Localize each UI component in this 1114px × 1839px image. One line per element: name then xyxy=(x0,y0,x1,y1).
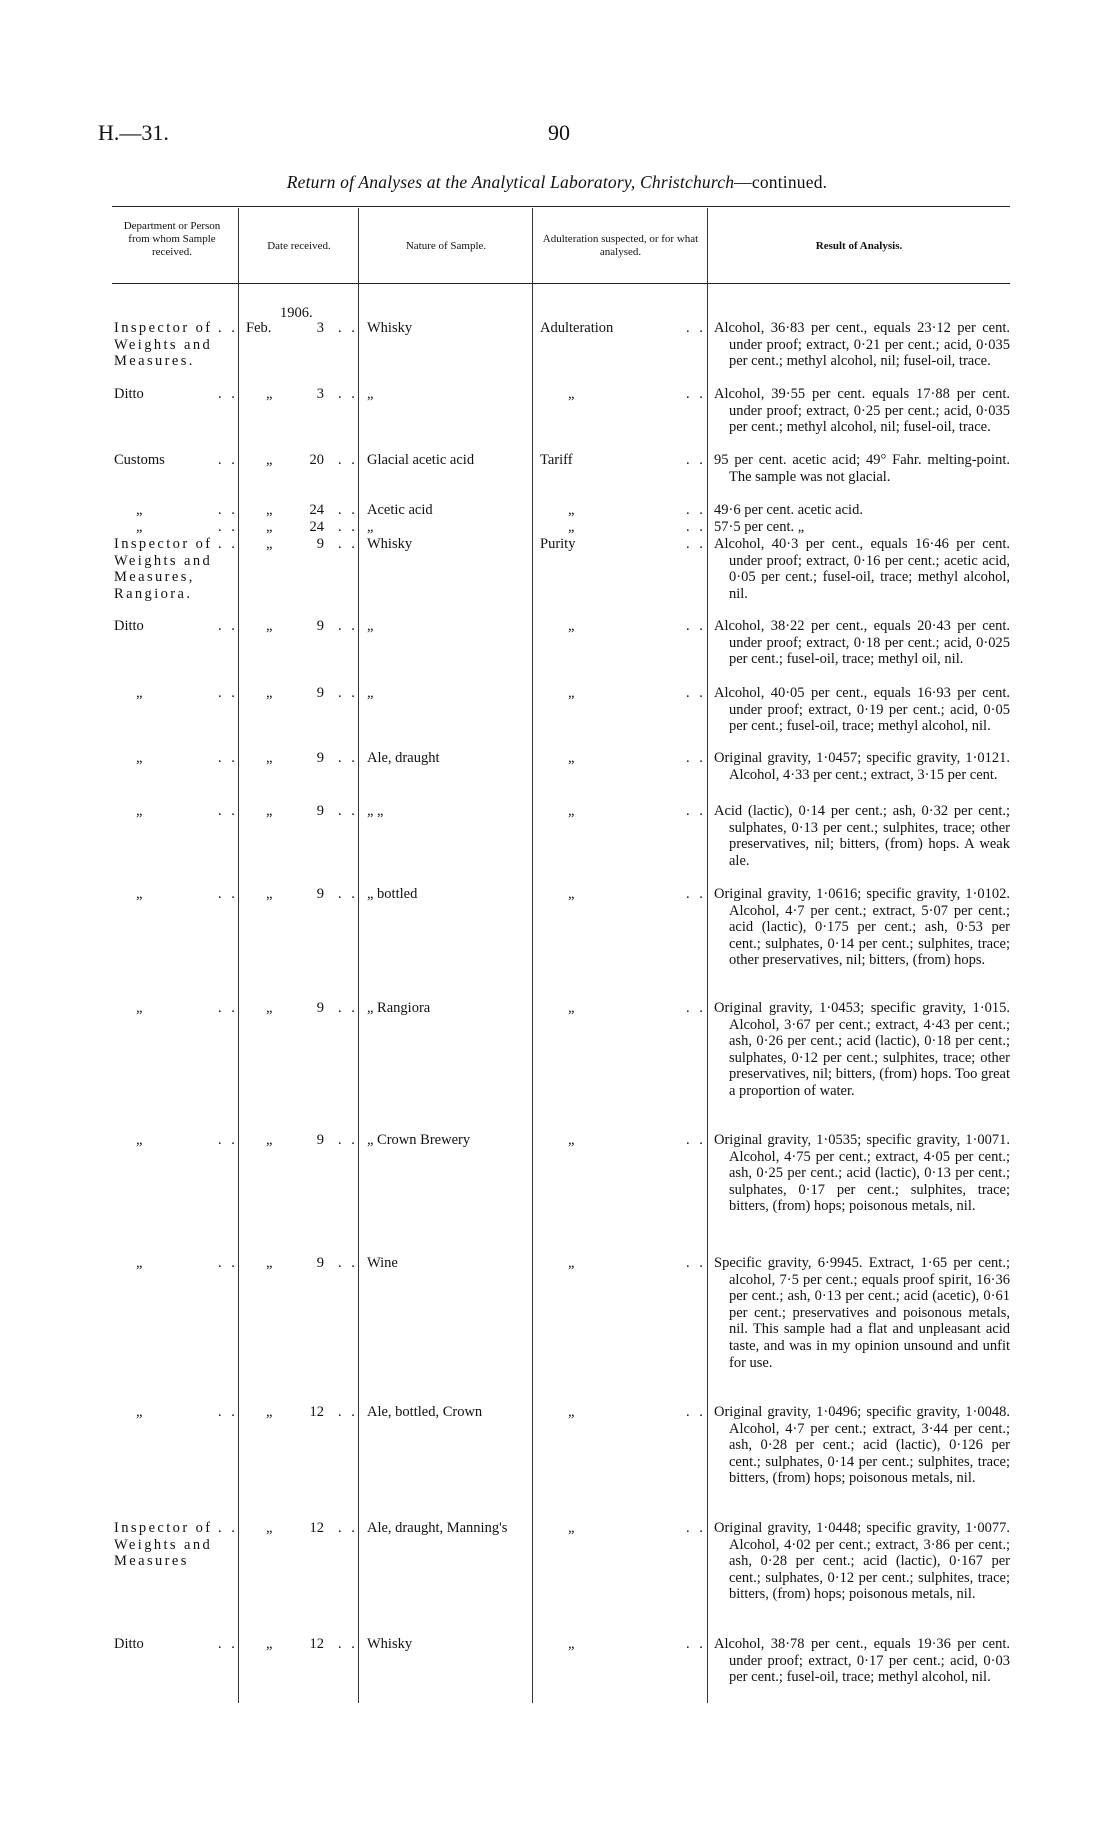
row-dots: . . xyxy=(686,320,706,336)
row-adulteration: „ xyxy=(568,886,575,902)
row-department: Ditto xyxy=(114,386,144,402)
row-day: 24 xyxy=(309,519,324,535)
row-nature: „ Crown Brewery xyxy=(367,1132,471,1148)
row-department: „ xyxy=(136,1000,143,1016)
row-dots: . . xyxy=(218,750,238,766)
row-result xyxy=(714,1000,1010,1100)
row-result xyxy=(714,803,1010,869)
column-header-department: Department or Person from whom Sample received. xyxy=(123,220,221,258)
row-result-text: 95 per cent. acetic acid; 49° Fahr. melting-point. The sample was not glacial. xyxy=(714,452,1010,485)
row-result xyxy=(714,1520,1010,1603)
row-dots: . . xyxy=(218,502,238,518)
row-dots: . . xyxy=(218,1520,238,1536)
row-department: Inspector of Weights and Measures, Rangiora. xyxy=(114,536,213,602)
title-suffix: —continued. xyxy=(734,172,828,192)
row-adulteration: „ xyxy=(568,685,575,701)
row-adulteration: „ xyxy=(568,1636,575,1652)
row-dots: . . xyxy=(338,803,358,819)
row-department: Customs xyxy=(114,452,165,468)
row-result-text: Original gravity, 1·0448; specific gravity, 1·0077. Alcohol, 4·02 per cent.; extract, 3·86 per cent.; ash, 0·28 per cent.; acid (lactic), 0·167 per cent.; sulphates, 0·12 per cent.; sulphites, trace; bitters, (from) hops; poisonous metals, nil. xyxy=(714,1520,1010,1603)
row-adulteration: „ xyxy=(568,1000,575,1016)
row-result xyxy=(714,1636,1010,1686)
document-reference: H.—31. xyxy=(98,120,169,145)
row-result xyxy=(714,618,1010,668)
row-dots: . . xyxy=(338,452,358,468)
row-adulteration: „ xyxy=(568,750,575,766)
row-dots: . . xyxy=(218,886,238,902)
row-dots: . . xyxy=(338,1404,358,1420)
row-dots: . . xyxy=(686,519,706,535)
row-department: Ditto xyxy=(114,1636,144,1652)
row-month: „ xyxy=(266,618,273,634)
row-dots: . . xyxy=(686,452,706,468)
row-month: „ xyxy=(266,886,273,902)
row-adulteration: Purity xyxy=(540,536,576,552)
row-result-text: Specific gravity, 6·9945. Extract, 1·65 per cent.; alcohol, 7·5 per cent.; equals proof spirit, 16·36 per cent.; ash, 0·13 per cent.; acid (acetic), 0·61 per cent.; preservatives and poisonous metals, nil. This sample had a flat and unpleasant acid taste, and was in my opinion unsound and unfit for use. xyxy=(714,1255,1010,1371)
column-divider xyxy=(358,208,359,1703)
row-dots: . . xyxy=(686,618,706,634)
row-department: „ xyxy=(136,803,143,819)
row-dots: . . xyxy=(218,1404,238,1420)
row-dots: . . xyxy=(218,685,238,701)
row-dots: . . xyxy=(686,750,706,766)
row-day: 12 xyxy=(309,1404,324,1420)
row-nature: Ale, draught xyxy=(367,750,440,766)
row-month: Feb. xyxy=(246,320,272,336)
row-day: 3 xyxy=(316,320,324,336)
row-dots: . . xyxy=(338,320,358,336)
row-result-text: 57·5 per cent. „ xyxy=(714,519,805,535)
row-adulteration: „ xyxy=(568,803,575,819)
row-dots: . . xyxy=(686,536,706,552)
row-dots: . . xyxy=(338,750,358,766)
column-header-adulteration: Adulteration suspected, or for what analysed. xyxy=(542,233,699,258)
row-adulteration: „ xyxy=(568,1132,575,1148)
row-month: „ xyxy=(266,502,273,518)
row-result xyxy=(714,750,1010,783)
row-day: 12 xyxy=(309,1636,324,1652)
row-nature: Glacial acetic acid xyxy=(367,452,475,468)
row-result-text: Alcohol, 39·55 per cent. equals 17·88 per cent. under proof; extract, 0·25 per cent.; acid, 0·035 per cent.; methyl alcohol, nil; fusel-oil, trace. xyxy=(714,386,1010,436)
row-adulteration: „ xyxy=(568,618,575,634)
row-nature: „ Rangiora xyxy=(367,1000,431,1016)
row-month: „ xyxy=(266,1520,273,1536)
row-department: „ xyxy=(136,519,143,535)
row-dots: . . xyxy=(218,536,238,552)
column-divider xyxy=(238,208,239,1703)
row-dots: . . xyxy=(218,519,238,535)
row-department: „ xyxy=(136,1132,143,1148)
column-divider xyxy=(532,208,533,1703)
row-dots: . . xyxy=(686,1636,706,1652)
row-day: 20 xyxy=(309,452,324,468)
row-dots: . . xyxy=(218,1255,238,1271)
row-day: 9 xyxy=(316,685,324,701)
page-number: 90 xyxy=(548,120,570,145)
row-department: „ xyxy=(136,750,143,766)
row-result-text: Alcohol, 40·3 per cent., equals 16·46 per cent. under proof; extract, 0·16 per cent.; acetic acid, 0·05 per cent.; fusel-oil, trace; methyl alcohol, nil. xyxy=(714,536,1010,602)
row-dots: . . xyxy=(686,1000,706,1016)
row-result xyxy=(714,886,1010,969)
row-adulteration: „ xyxy=(568,502,575,518)
column-header-nature: Nature of Sample. xyxy=(405,240,487,252)
row-result-text: Original gravity, 1·0453; specific gravity, 1·015. Alcohol, 3·67 per cent.; extract, 4·43 per cent.; ash, 0·26 per cent.; acid (lactic), 0·18 per cent.; sulphates, 0·12 per cent.; sulphites, trace; other preservatives, nil; bitters, (from) hops. Too great a proportion of water. xyxy=(714,1000,1010,1099)
row-dots: . . xyxy=(686,1404,706,1420)
row-nature: „ xyxy=(367,519,374,535)
row-day: 9 xyxy=(316,1132,324,1148)
row-result-text: Original gravity, 1·0496; specific gravity, 1·0048. Alcohol, 4·7 per cent.; extract, 3·44 per cent.; ash, 0·28 per cent.; acid (lactic), 0·126 per cent.; sulphates, 0·14 per cent.; sulphites, trace; bitters, (from) hops; poisonous metals, nil. xyxy=(714,1404,1010,1487)
row-nature: Acetic acid xyxy=(367,502,433,518)
row-dots: . . xyxy=(338,1520,358,1536)
row-adulteration: „ xyxy=(568,386,575,402)
row-dots: . . xyxy=(218,320,238,336)
row-adulteration: „ xyxy=(568,1520,575,1536)
row-nature: Whisky xyxy=(367,320,413,336)
row-result-text: Alcohol, 38·22 per cent., equals 20·43 per cent. under proof; extract, 0·18 per cent.; acid, 0·025 per cent.; fusel-oil, trace; methyl oil, nil. xyxy=(714,618,1010,668)
row-dots: . . xyxy=(338,1000,358,1016)
column-header-date: Date received. xyxy=(267,240,331,252)
row-result xyxy=(714,536,1010,602)
row-department: „ xyxy=(136,502,143,518)
row-department: Inspector of Weights and Measures. xyxy=(114,320,213,370)
row-dots: . . xyxy=(686,685,706,701)
column-divider xyxy=(707,208,708,1703)
row-day: 9 xyxy=(316,803,324,819)
row-day: 24 xyxy=(309,502,324,518)
row-dots: . . xyxy=(338,1132,358,1148)
row-dots: . . xyxy=(686,803,706,819)
row-result-text: Alcohol, 40·05 per cent., equals 16·93 per cent. under proof; extract, 0·19 per cent.; acid, 0·05 per cent.; fusel-oil, trace; methyl alcohol, nil. xyxy=(714,685,1010,735)
row-department: „ xyxy=(136,886,143,902)
row-nature: Ale, draught, Manning's xyxy=(367,1520,508,1536)
row-result xyxy=(714,386,1010,436)
row-result-text: Alcohol, 36·83 per cent., equals 23·12 per cent. under proof; extract, 0·21 per cent.; acid, 0·035 per cent.; methyl alcohol, nil; fusel-oil, trace. xyxy=(714,320,1010,370)
row-result-text: Acid (lactic), 0·14 per cent.; ash, 0·32 per cent.; sulphates, 0·13 per cent.; sulphites, trace; other preservatives, nil; bitters, (from) hops. A weak ale. xyxy=(714,803,1010,869)
row-day: 9 xyxy=(316,886,324,902)
row-dots: . . xyxy=(218,386,238,402)
row-nature: „ bottled xyxy=(367,886,418,902)
row-nature: „ xyxy=(367,685,374,701)
row-dots: . . xyxy=(686,502,706,518)
row-dots: . . xyxy=(338,618,358,634)
row-month: „ xyxy=(266,452,273,468)
row-result-text: 49·6 per cent. acetic acid. xyxy=(714,502,863,518)
row-result xyxy=(714,685,1010,735)
row-result-text: Original gravity, 1·0457; specific gravity, 1·0121. Alcohol, 4·33 per cent.; extract, 3·15 per cent. xyxy=(714,750,1010,783)
row-result-text: Original gravity, 1·0535; specific gravity, 1·0071. Alcohol, 4·75 per cent.; extract, 4·05 per cent.; ash, 0·25 per cent.; acid (lactic), 0·13 per cent.; sulphates, 0·17 per cent.; sulphites, trace; bitters, (from) hops; poisonous metals, nil. xyxy=(714,1132,1010,1215)
row-dots: . . xyxy=(218,1132,238,1148)
row-dots: . . xyxy=(686,886,706,902)
row-result xyxy=(714,1132,1010,1215)
row-dots: . . xyxy=(338,502,358,518)
row-department: Ditto xyxy=(114,618,144,634)
row-day: 9 xyxy=(316,1255,324,1271)
row-nature: „ xyxy=(367,386,374,402)
row-month: „ xyxy=(266,685,273,701)
row-dots: . . xyxy=(686,386,706,402)
row-day: 9 xyxy=(316,618,324,634)
header-bottom-rule xyxy=(112,283,1010,284)
row-nature: Whisky xyxy=(367,1636,413,1652)
row-day: 9 xyxy=(316,1000,324,1016)
table-top-rule xyxy=(112,206,1010,207)
row-department: „ xyxy=(136,685,143,701)
row-dots: . . xyxy=(338,685,358,701)
row-dots: . . xyxy=(338,519,358,535)
row-dots: . . xyxy=(218,1636,238,1652)
column-header-result: Result of Analysis. xyxy=(815,240,903,252)
row-dots: . . xyxy=(686,1520,706,1536)
row-month: „ xyxy=(266,536,273,552)
row-result xyxy=(714,519,1010,536)
row-dots: . . xyxy=(338,1636,358,1652)
row-result xyxy=(714,1404,1010,1487)
row-dots: . . xyxy=(338,886,358,902)
row-adulteration: „ xyxy=(568,1255,575,1271)
row-result xyxy=(714,452,1010,485)
row-result xyxy=(714,1255,1010,1371)
row-result xyxy=(714,502,1010,519)
page-title xyxy=(0,172,1114,193)
row-dots: . . xyxy=(218,452,238,468)
row-nature: Ale, bottled, Crown xyxy=(367,1404,483,1420)
row-month: „ xyxy=(266,1404,273,1420)
row-adulteration: Tariff xyxy=(540,452,573,468)
row-department: „ xyxy=(136,1404,143,1420)
row-result-text: Alcohol, 38·78 per cent., equals 19·36 per cent. under proof; extract, 0·17 per cent.; acid, 0·03 per cent.; fusel-oil, trace; methyl alcohol, nil. xyxy=(714,1636,1010,1686)
row-nature: „ „ xyxy=(367,803,384,819)
row-department: Inspector of Weights and Measures xyxy=(114,1520,213,1570)
title-main: Return of Analyses at the Analytical Laboratory, Christchurch xyxy=(286,172,735,192)
row-month: „ xyxy=(266,1636,273,1652)
row-day: 9 xyxy=(316,536,324,552)
row-nature: Whisky xyxy=(367,536,413,552)
row-day: 3 xyxy=(316,386,324,402)
row-month: „ xyxy=(266,386,273,402)
row-department: „ xyxy=(136,1255,143,1271)
row-day: 9 xyxy=(316,750,324,766)
row-dots: . . xyxy=(218,803,238,819)
row-result xyxy=(714,320,1010,370)
row-dots: . . xyxy=(338,386,358,402)
row-adulteration: „ xyxy=(568,1404,575,1420)
row-month: „ xyxy=(266,1255,273,1271)
row-day: 12 xyxy=(309,1520,324,1536)
row-dots: . . xyxy=(218,1000,238,1016)
row-dots: . . xyxy=(218,618,238,634)
row-month: „ xyxy=(266,1132,273,1148)
row-month: „ xyxy=(266,519,273,535)
row-nature: Wine xyxy=(367,1255,398,1271)
row-nature: „ xyxy=(367,618,374,634)
year-label: 1906. xyxy=(280,305,313,321)
row-dots: . . xyxy=(338,1255,358,1271)
row-month: „ xyxy=(266,1000,273,1016)
row-result-text: Original gravity, 1·0616; specific gravity, 1·0102. Alcohol, 4·7 per cent.; extract, 5·07 per cent.; acid (lactic), 0·175 per cent.; ash, 0·53 per cent.; sulphates, 0·14 per cent.; sulphites, trace; other preservatives, nil; bitters, (from) hops. xyxy=(714,886,1010,969)
row-dots: . . xyxy=(338,536,358,552)
row-dots: . . xyxy=(686,1132,706,1148)
row-month: „ xyxy=(266,750,273,766)
row-adulteration: „ xyxy=(568,519,575,535)
row-month: „ xyxy=(266,803,273,819)
row-dots: . . xyxy=(686,1255,706,1271)
row-adulteration: Adulteration xyxy=(540,320,614,336)
